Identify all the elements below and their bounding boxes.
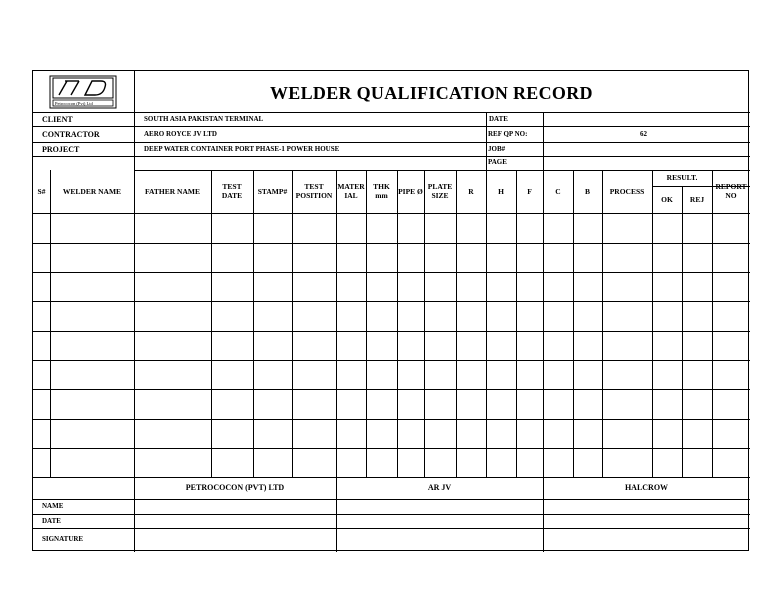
col-test-date-line1: TEST [222, 182, 242, 191]
job-label: JOB# [488, 145, 506, 153]
col-material [336, 182, 366, 200]
project-label: PROJECT [42, 145, 80, 154]
col-sno: S# [37, 187, 46, 196]
col-h: H [498, 187, 504, 196]
client-label: CLIENT [42, 115, 73, 124]
col-father-name: FATHER NAME [145, 187, 200, 196]
col-stamp: STAMP# [257, 187, 288, 196]
col-plate-size-line2: SIZE [431, 191, 449, 200]
col-test-position-line1: TEST [304, 182, 324, 191]
contractor-label: CONTRACTOR [42, 130, 100, 139]
signoff-party-halcrow: HALCROW [624, 483, 669, 492]
col-report-no [712, 182, 750, 200]
col-result-ok: OK [661, 195, 673, 204]
col-thickness-line2: mm [375, 191, 388, 200]
contractor-value: AERO ROYCE JV LTD [144, 130, 217, 138]
welder-qualification-form [32, 70, 749, 551]
col-result-rej: REJ [689, 195, 705, 204]
col-plate-size-line1: PLATE [427, 182, 453, 191]
col-report-no-line1: REPORT [715, 182, 747, 191]
col-plate-size [424, 182, 456, 200]
form-title: WELDER QUALIFICATION RECORD [270, 83, 593, 103]
signoff-party-petrococon: PETROCOCON (PVT) LTD [185, 483, 285, 492]
col-c: C [555, 187, 561, 196]
col-welder-name: WELDER NAME [62, 187, 122, 196]
logo-caption: Petrococon (Pvt) Ltd [55, 101, 93, 106]
col-process: PROCESS [609, 187, 645, 196]
col-pipe-dia: PIPE Ø [398, 187, 423, 196]
col-test-date-line2: DATE [221, 191, 243, 200]
date-label: DATE [489, 115, 508, 123]
col-report-no-line2: NO [725, 191, 737, 200]
col-test-date [211, 182, 253, 200]
col-b: B [584, 187, 590, 196]
ref-qp-label: REF QP NO: [488, 130, 528, 138]
signoff-date-label: DATE [42, 517, 61, 525]
col-test-position-line2: POSITION [295, 191, 333, 200]
col-material-line1: MATER [337, 182, 365, 191]
col-f: F [527, 187, 532, 196]
signoff-name-label: NAME [42, 502, 64, 510]
ref-qp-value: 62 [640, 130, 647, 138]
col-thickness-line1: THK [373, 182, 390, 191]
signoff-signature-label: SIGNATURE [42, 535, 84, 543]
col-r: R [468, 187, 474, 196]
page-label: PAGE [488, 158, 507, 166]
col-thickness [366, 182, 397, 200]
col-material-line2: IAL [344, 191, 358, 200]
signoff-party-arjv: AR JV [427, 483, 452, 492]
client-value: SOUTH ASIA PAKISTAN TERMINAL [144, 115, 264, 123]
col-test-position [292, 182, 336, 200]
project-value: DEEP WATER CONTAINER PORT PHASE-1 POWER HOUSE [144, 145, 340, 153]
col-result: RESULT. [666, 173, 698, 182]
